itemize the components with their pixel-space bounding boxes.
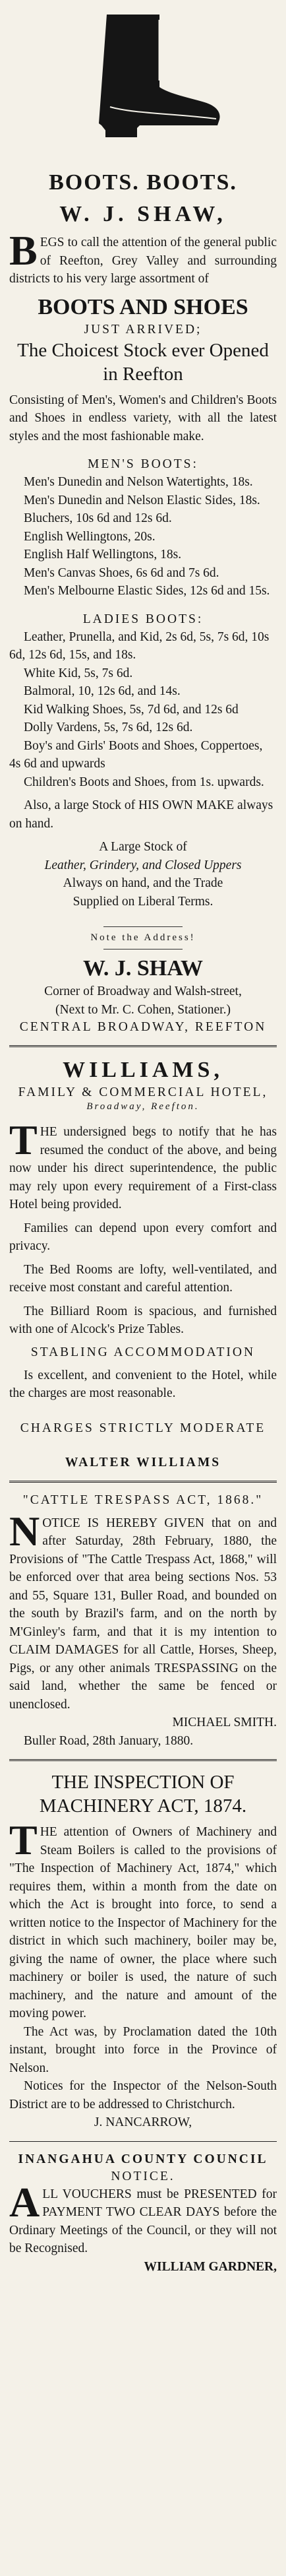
ladies-item: Dolly Vardens, 5s, 7s 6d, 12s 6d.: [24, 721, 193, 734]
council-body: ALL VOUCHERS must be PRESENTED for PAYMENT TWO CLEAR DAYS before the Ordinary Meetings of the Council, or they will not be Recognised.: [9, 2178, 277, 2255]
always-on-hand: Always on hand, and the Trade: [63, 876, 223, 890]
just-arrived: JUST ARRIVED;: [84, 322, 202, 337]
hotel-para: The Bed Rooms are lofty, well-ventilated, and receive most constant and careful attention.: [9, 1262, 277, 1295]
column-rule: [9, 1759, 277, 1761]
choicest-stock: The Choicest Stock ever Opened in Reefton: [17, 339, 269, 385]
machinery-para: THE attention of Owners of Machinery and Steam Boilers is called to the provisions of "The Inspection of Machinery Act, 1874," which requires them, within a month from the date on which the Act is brought into force, to send a written notice to the Inspector of Machinery for the district in which such machinery, boiler may be, giving the name of owner, the place where such machinery or boiler is used, the nature of such machinery, and the nature and amount of the moving power.: [9, 1817, 277, 2020]
supplied-line: Supplied on Liberal Terms.: [72, 894, 214, 909]
hotel-signature: WALTER WILLIAMS: [65, 1455, 221, 1469]
trespass-title: "CATTLE TRESPASS ACT, 1868.": [22, 1493, 264, 1507]
hotel-subtitle: FAMILY & COMMERCIAL HOTEL,: [18, 1085, 268, 1099]
ladies-item: Leather, Prunella, and Kid, 2s 6d, 5s, 7s 6d, 10s 6d, 12s 6d, 15s, and 18s.: [9, 629, 270, 662]
council-signature: WILLIAM GARDNER,: [144, 2259, 277, 2274]
boot-illustration: [9, 0, 277, 161]
charges-line: CHARGES STRICTLY MODERATE: [20, 1421, 266, 1435]
ladies-heading: LADIES BOOTS:: [82, 612, 204, 626]
hotel-para: Is excellent, and convenient to the Hotel, while the charges are most reasonable.: [9, 1368, 277, 1400]
machinery-notice: [9, 1770, 277, 2132]
machinery-title: THE INSPECTION OF MACHINERY ACT, 1874.: [39, 1772, 247, 1817]
boots-title: BOOTS. BOOTS.: [49, 170, 237, 195]
trespass-date: Buller Road, 28th January, 1880.: [24, 1733, 194, 1748]
council-notice: [9, 2151, 277, 2276]
divider: [103, 926, 183, 927]
shaw-signature: W. J. SHAW: [82, 956, 204, 981]
mens-item: Men's Dunedin and Nelson Watertights, 18s.: [24, 475, 253, 489]
machinery-para: Notices for the Inspector of the Nelson-South District are to be addressed to Christchurch.: [9, 2079, 277, 2111]
mens-heading: MEN'S BOOTS:: [88, 457, 198, 471]
hotel-para: The Billiard Room is spacious, and furnished with one of Alcock's Prize Tables.: [9, 1304, 277, 1336]
ladies-item: Boy's and Girls' Boots and Shoes, Coppertoes, 4s 6d and upwards: [9, 738, 263, 771]
hotel-advertisement: [9, 1056, 277, 1471]
trespass-notice: [9, 1492, 277, 1751]
ladies-item: Balmoral, 10, 12s 6d, and 14s.: [24, 684, 181, 698]
note-address: Note the Address!: [90, 932, 196, 943]
hotel-para: Families can depend upon every comfort and privacy.: [9, 1221, 277, 1253]
central-broadway: CENTRAL BROADWAY, REEFTON: [19, 1020, 267, 1034]
machinery-signature: J. NANCARROW,: [94, 2115, 192, 2129]
hotel-para: THE undersigned begs to notify that he has resumed the conduct of the above, and being now under his direct superintendence, the public may rely upon every requirement of a First-class Hotel being provided.: [9, 1116, 277, 1211]
council-title: INANGAHUA COUNTY COUNCIL: [18, 2152, 268, 2166]
mens-item: English Half Wellingtons, 18s.: [24, 548, 182, 562]
ladies-item: Kid Walking Shoes, 5s, 7d 6d, and 12s 6d: [24, 702, 239, 717]
merchant-name: W. J. SHAW,: [59, 202, 227, 226]
column-rule: [9, 2141, 277, 2142]
mens-item: Men's Melbourne Elastic Sides, 12s 6d and 15s.: [24, 584, 270, 598]
trespass-body: NOTICE IS HEREBY GIVEN that on and after Saturday, 28th February, 1880, the Provisions of "The Cattle Trespass Act, 1868," will be enforced over that area being sections Nos. 53 and 55, Square 131, Buller Road, and bounded on the south by Brazil's farm, and on the north by M'Ginley's farm, and that it is my intention to CLAIM DAMAGES for all Cattle, Horses, Sheep, Pigs, or any other animals TRESPASSING on the said land, whether the same be fenced or unenclosed.: [9, 1507, 277, 1712]
mens-item: Men's Canvas Shoes, 6s 6d and 7s 6d.: [24, 565, 219, 580]
boots-advertisement: [9, 170, 277, 1036]
boots-intro: BEGS to call the attention of the general public of Reefton, Grey Valley and surrounding districts to his very large assortment of: [9, 227, 277, 286]
leather-line: Leather, Grindery, and Closed Uppers: [44, 858, 242, 872]
machinery-para: The Act was, by Proclamation dated the 10th instant, brought into force in the Province of Nelson.: [9, 2024, 277, 2075]
divider: [103, 949, 183, 950]
mens-item: Men's Dunedin and Nelson Elastic Sides, 18s.: [24, 493, 260, 507]
boots-and-shoes-heading: BOOTS AND SHOES: [38, 294, 248, 319]
stabling-heading: STABLING ACCOMMODATION: [30, 1345, 256, 1359]
ladies-item: White Kid, 5s, 7s 6d.: [24, 666, 133, 680]
corner-address: Corner of Broadway and Walsh-street,: [44, 984, 242, 998]
own-make-text: Also, a large Stock of HIS OWN MAKE always on hand.: [9, 798, 273, 831]
large-stock-line: A Large Stock of: [99, 840, 187, 854]
next-to-line: (Next to Mr. C. Cohen, Stationer.): [55, 1002, 231, 1017]
trespass-signature: MICHAEL SMITH.: [172, 1716, 277, 1729]
consisting-text: Consisting of Men's, Women's and Children's Boots and Shoes in endless variety, with all the latest styles and the most fashionable make.: [9, 393, 277, 443]
mens-item: Bluchers, 10s 6d and 12s 6d.: [24, 511, 172, 525]
column-rule: [9, 1481, 277, 1483]
hotel-title: WILLIAMS,: [63, 1058, 223, 1082]
ladies-item: Children's Boots and Shoes, from 1s. upwards.: [24, 775, 264, 789]
council-notice-label: NOTICE.: [111, 2169, 175, 2183]
boot-icon: [61, 8, 225, 146]
mens-item: English Wellingtons, 20s.: [24, 529, 156, 544]
hotel-address: Broadway, Reefton.: [86, 1101, 200, 1112]
column-rule: [9, 1045, 277, 1047]
